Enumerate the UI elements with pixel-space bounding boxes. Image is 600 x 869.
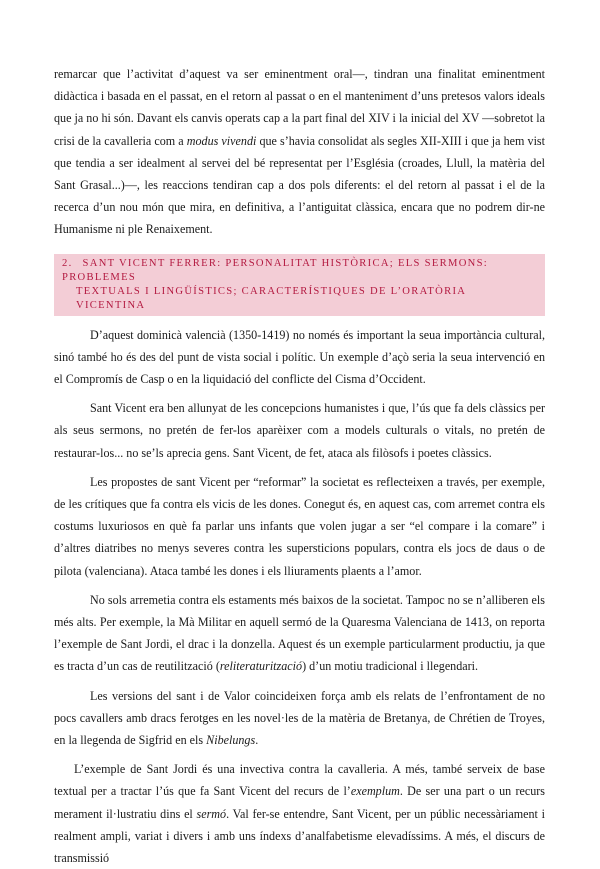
italic-term: Nibelungs bbox=[206, 733, 256, 748]
italic-term: exemplum bbox=[350, 784, 400, 799]
text-run: Les versions del sant i de Valor coincideixen força amb els relats de l’enfrontament de no pocs cavallers amb dracs ferotges en les novel·les de la matèria de Bretanya, de Chrétien de Troyes, en la llegenda de Sigfrid en els bbox=[54, 688, 545, 748]
document-body bbox=[54, 63, 545, 869]
text-run: No sols arremetia contra els estaments més baixos de la societat. Tampoc no se n’alliberen els més alts. Per exemple, la Mà Militar en aquell sermó de la Quaresma Valenciana de 1413, on reporta l’exemple de Sant Jordi, el drac i la donzella. Aquest és un exemple particularment productiu, ja que es tracta d’un cas de reutilització ( bbox=[54, 592, 545, 674]
text-run: L’exemple de Sant Jordi és una invectiva contra la cavalleria. A més, també serveix de base textual per a tractar l’ús que fa Sant Vicent del recurs de l’ bbox=[54, 762, 545, 799]
text-run: . bbox=[255, 733, 259, 748]
section-title-part-2: TEXTUALS I LINGÜÍSTICS; CARACTERÍSTIQUES DE L’ORATÒRIA VICENTINA bbox=[76, 285, 466, 311]
paragraph-4 bbox=[54, 589, 545, 678]
italic-term: sermó bbox=[196, 806, 227, 821]
paragraph-6 bbox=[54, 758, 545, 869]
section-heading bbox=[54, 254, 545, 316]
text-run: . Val fer-se entendre, Sant Vicent, per un públic necessàriament i realment ampli, variat i divers i amb uns índexs d’analfabetisme elevadíssims. A més, el discurs de transmissió bbox=[54, 806, 546, 866]
text-run: . De ser una part o un recurs merament il·lustratiu dins el bbox=[54, 784, 545, 821]
text-run: remarcar que l’activitat d’aquest va ser eminentment oral—, tindran una finalitat eminentment didàctica i basada en el passat, en el retorn al passat o en el manteniment d’uns pretesos valors ideals que ja no hi són. Davant els canvis operats cap a la part final del XIV i la inicial del XV —sobretot la crisi de la cavalleria com a bbox=[54, 67, 545, 148]
section-number: 2. bbox=[62, 257, 73, 269]
paragraph-1: D’aquest dominicà valencià (1350-1419) no només és important la seua importància cultural, sinó també ho és des del punt de vista social i polític. Un exemple d’açò seria la seua intervenció en el Compromís de Casp o en la liquidació del conflicte del Cisma d’Occident. bbox=[54, 327, 545, 387]
intro-paragraph bbox=[54, 63, 545, 241]
section-heading-line-1 bbox=[62, 257, 537, 285]
italic-term: reliteraturització bbox=[219, 659, 303, 674]
paragraph-5 bbox=[54, 685, 545, 752]
italic-term: modus vivendi bbox=[186, 133, 257, 148]
paragraph-3: Les propostes de sant Vicent per “reformar” la societat es reflecteixen a través, per exemple, de les crítiques que fa contra els vicis de les dones. Conegut és, en aquest cas, com arremet contra els costums luxuriosos en què fa parlar uns infants que volen jugar a ser “el compare i la comare” i d’altres diatribes no menys severes contra les supersticions populars, contra els jocs de daus o de pilota (valenciana). Ataca també les dones i els lliuraments plaents a l’amor. bbox=[54, 474, 545, 578]
text-run: que s’havia consolidat als segles XII-XIII i que ja hem vist que tendia a ser idealment al servei del bé representat per l’Església (croades, Llull, la matèria del Sant Grasal...)—, les reaccions tendiran cap a dos pols diferents: el del retorn al passat i el de la recerca d’un nou món que mira, en definitiva, a l’antiguitat clàssica, encara que no podrem dir-ne Humanisme ni ple Renaixement. bbox=[54, 133, 545, 237]
section-title-part-1: SANT VICENT FERRER: PERSONALITAT HISTÒRICA; ELS SERMONS: PROBLEMES bbox=[62, 257, 489, 283]
text-run: ) d’un motiu tradicional i llegendari. bbox=[302, 659, 479, 674]
paragraph-2: Sant Vicent era ben allunyat de les concepcions humanistes i que, l’ús que fa dels clàssics per als seus sermons, no pretén de fer-los aparèixer com a models culturals o vitals, no pretén de restaurar-los... no se’ls aprecia gens. Sant Vicent, de fet, ataca als filòsofs i poetes clàssics. bbox=[54, 401, 545, 460]
